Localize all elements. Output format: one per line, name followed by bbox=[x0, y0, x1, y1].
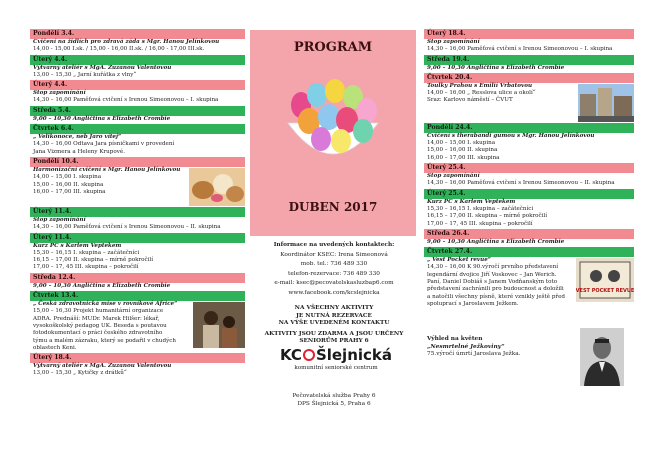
event-block bbox=[424, 55, 634, 72]
event-detail: spoluprací s Jaroslavem Ježkem. bbox=[427, 300, 519, 307]
event-block bbox=[30, 124, 245, 156]
event-detail: 14,00 - 15,00 I.sk. / 15,00 - 16,00 II.sk. / 16,00 - 17,00 III.sk. bbox=[33, 46, 205, 53]
event-detail: 14,30 – 16,00 Paměťová cvičení s Irenou Simeonovou – I. skupina bbox=[427, 46, 613, 53]
organization bbox=[250, 392, 418, 408]
event-detail: 17,00 – 17, 45 III. skupina – pokročilí bbox=[33, 264, 139, 271]
notice-3: NA VÝŠE UVEDENÉM KONTAKTU bbox=[278, 320, 390, 326]
event-date-header: Čtvrtek 20.4. bbox=[424, 73, 634, 83]
free-1: AKTIVITY JSOU ZDARMA A JSOU URČENY bbox=[264, 330, 404, 337]
event-block bbox=[30, 80, 245, 105]
event-detail: 15,30 – 16,15 I. skupina – začátečníci bbox=[33, 249, 140, 256]
event-detail: Jana Vizmera a Heleny Krupové. bbox=[33, 148, 125, 155]
event-detail: Paní, Daniel Dobiáš s Janem Vodňanským toto bbox=[427, 279, 558, 286]
event-detail: 16,15 – 17,00 II. skupina – mírně pokročilí bbox=[427, 213, 547, 220]
event-title: Stop zapomínání bbox=[427, 39, 480, 45]
event-detail: 14,30 – 16,00 K 90.výročí prvního představení bbox=[427, 264, 559, 271]
event-title: 9,00 – 10,30 Angličtina s Elizabeth Crombie bbox=[33, 115, 171, 122]
event-date-header: Pondělí 3.4. bbox=[30, 29, 245, 39]
event-detail: 15,00 – 16,00 II. skupina bbox=[427, 147, 498, 154]
event-title: Cvičení s therabandi gumou s Mgr. Hanou Jelínkovou bbox=[427, 132, 595, 139]
event-date-header: Pondělí 24.4. bbox=[424, 123, 634, 133]
event-date-header: Úterý 25.4. bbox=[424, 163, 634, 173]
event-block bbox=[30, 291, 245, 352]
event-date-header: Úterý 4.4. bbox=[30, 80, 245, 90]
event-detail: 16,00 – 17,00 III. skupina bbox=[427, 154, 500, 161]
org-line-2: DPS Šlejnická 5, Praha 6 bbox=[297, 401, 371, 407]
event-detail: 13,00 – 15,30 „ Jarní kuřátka z vlny“ bbox=[33, 71, 137, 78]
event-title: Harmonizační cvičení s Mgr. Hanou Jelínkovou bbox=[33, 166, 181, 173]
event-detail: 17,00 – 17, 45 III. skupina – pokročilí bbox=[427, 220, 533, 227]
event-detail: 14,30 – 16,00 Paměťová cvičení s Irenou Simeonovou – II. skupina bbox=[33, 224, 221, 231]
event-detail: 14,30 – 16,00 Paměťová cvičení s Irenou Simeonovou – I. skupina bbox=[33, 97, 219, 104]
logo-sub-text: komunitní seniorské centrum bbox=[294, 365, 378, 371]
event-title: „ Velikonoce, neb Jaro vítej“ bbox=[33, 134, 122, 141]
event-block bbox=[424, 29, 634, 54]
event-title: Stop zapomínání bbox=[427, 173, 480, 180]
event-title: Cvičení na židlích pro zdravá záda s Mgr. Hanou Jelínkovou bbox=[33, 39, 220, 45]
web[interactable]: www.facebook.com/kcslejnicka bbox=[288, 289, 380, 296]
event-detail: 16,00 – 17,00 III. skupina bbox=[33, 188, 106, 195]
event-title: Kurz PC s Karlem Veptekem bbox=[33, 242, 122, 249]
exhibit-name: „Nesmrtelné Ježkoviny“ bbox=[427, 343, 505, 350]
event-block bbox=[30, 55, 245, 80]
event-detail: 16,15 – 17,00 II. skupina – mírně pokročilí bbox=[33, 257, 153, 264]
event-detail: legendární dvojice Jiří Voskovec – Jan Werich. bbox=[427, 271, 557, 278]
event-block bbox=[30, 353, 245, 378]
event-detail: vysokoškolský pedagog UK. Beseda s poutavou bbox=[33, 322, 167, 329]
event-detail: týmu a malém zázraku, který se podařil v chudých oblastech Keni. bbox=[33, 337, 176, 351]
event-block bbox=[424, 247, 634, 308]
event-detail: Sraz: Karlovo náměstí – ČVUT bbox=[427, 97, 513, 104]
easter-pastries-image bbox=[189, 168, 245, 206]
event-detail: 14,00 – 16,00 „ Resslova ulice a okolí“ bbox=[427, 90, 536, 97]
event-block bbox=[30, 273, 245, 290]
event-date-header: Úterý 25.4. bbox=[424, 189, 634, 199]
event-detail: představení zachránili pro budoucnost a doložili bbox=[427, 286, 564, 293]
left-column bbox=[30, 28, 245, 378]
event-date-header: Úterý 18.4. bbox=[424, 29, 634, 39]
contact-info bbox=[250, 241, 418, 347]
event-date-header: Úterý 18.4. bbox=[30, 353, 245, 363]
event-block bbox=[30, 233, 245, 272]
logo-circle-icon bbox=[303, 349, 315, 361]
event-date-header: Středa 5.4. bbox=[30, 106, 245, 116]
logo-name-text: Šlejnická bbox=[315, 346, 393, 364]
event-block bbox=[424, 229, 634, 246]
org-line-1: Pečovatelská služba Prahy 6 bbox=[292, 393, 376, 399]
event-title: „ Česká zdravotnická mise v rovníkové Africe“ bbox=[33, 301, 178, 308]
info-title: Informace na uvedených kontaktech: bbox=[273, 242, 395, 248]
easter-eggs-image bbox=[283, 65, 383, 175]
kc-logo bbox=[276, 346, 396, 378]
event-title: Výtvarný ateliér s MgA. Zuzanou Valentovou bbox=[33, 363, 172, 370]
event-title: Stop zapomínání bbox=[33, 90, 86, 97]
event-date-header: Čtvrtek 27.4. bbox=[424, 247, 634, 257]
event-detail: 15,00 – 16,30 Projekt humanitární organizace bbox=[33, 308, 164, 315]
event-block bbox=[424, 163, 634, 188]
event-block bbox=[30, 29, 245, 54]
event-date-header: Středa 19.4. bbox=[424, 55, 634, 65]
event-date-header: Středa 26.4. bbox=[424, 229, 634, 239]
event-detail: fotodokumentací o práci českého zdravotního bbox=[33, 330, 163, 337]
notice-1: NA VŠECHNY AKTIVITY bbox=[294, 305, 374, 311]
event-detail: 14,30 – 16,00 Paměťová cvičení s Irenou Simeonovou – II. skupina bbox=[427, 180, 615, 187]
event-block bbox=[30, 157, 245, 206]
svg-text:VEST POCKET REVUE: VEST POCKET REVUE bbox=[576, 288, 634, 295]
exhibit-title: Výhled na květen bbox=[427, 336, 483, 342]
event-title: „ Vest Pocket revue“ bbox=[427, 257, 491, 264]
event-detail: 14,30 – 16,00 Odtava Jara písničkami v provedení bbox=[33, 141, 175, 148]
coordinator: Koordinátor KSEC: Irena Simeonová bbox=[280, 251, 388, 258]
event-block bbox=[30, 106, 245, 123]
portrait-image bbox=[580, 328, 624, 386]
africa-mission-image bbox=[193, 302, 245, 348]
notice-2: JE NUTNÁ REZERVACE bbox=[296, 312, 372, 319]
prague-street-image bbox=[578, 84, 634, 122]
email[interactable]: e-mail: ksec@pecovatelskasluzbap6.com bbox=[274, 280, 394, 286]
event-detail: ADRA. Prednáší: MUDr. Marek Hilšer: lékař, bbox=[33, 315, 160, 322]
event-title: 9,00 – 10,30 Angličtina s Elizabeth Crombie bbox=[427, 238, 565, 245]
event-block bbox=[30, 207, 245, 232]
event-block bbox=[424, 123, 634, 162]
event-date-header: Úterý 11.4. bbox=[30, 233, 245, 243]
month-title: DUBEN 2017 bbox=[288, 200, 378, 214]
exhibit-line: 75.výročí úmrtí Jaroslava Ježka. bbox=[427, 351, 521, 357]
event-detail: 14,00 – 15,00 I. skupina bbox=[427, 140, 496, 147]
event-title: Toulky Prahou s Emilií Vrbatovou bbox=[427, 82, 533, 89]
right-column bbox=[424, 28, 634, 308]
event-title: 9,00 – 10,30 Angličtina s Elizabeth Crombie bbox=[427, 64, 565, 71]
event-block bbox=[424, 73, 634, 122]
mobile: mob. tel.: 736 489 330 bbox=[300, 261, 368, 267]
event-title: 9,00 – 10,30 Angličtina s Elizabeth Crombie bbox=[33, 282, 171, 289]
event-date-header: Úterý 4.4. bbox=[30, 55, 245, 65]
program-title: PROGRAM bbox=[293, 40, 373, 55]
event-date-header: Úterý 11.4. bbox=[30, 207, 245, 217]
vest-pocket-poster-image bbox=[576, 258, 634, 302]
event-block bbox=[424, 189, 634, 228]
event-date-header: Čtvrtek 6.4. bbox=[30, 124, 245, 134]
event-detail: 15,00 – 16,00 II. skupina bbox=[33, 181, 104, 188]
logo-kc-text: KC bbox=[279, 346, 302, 364]
event-title: Stop zapomínání bbox=[33, 216, 86, 223]
event-detail: 14,00 – 15,00 I. skupina bbox=[33, 174, 102, 181]
event-date-header: Středa 12.4. bbox=[30, 273, 245, 283]
event-detail: 15,30 – 16,15 I. skupina – začátečníci bbox=[427, 205, 534, 212]
event-date-header: Čtvrtek 13.4. bbox=[30, 291, 245, 301]
exhibit-box bbox=[424, 336, 634, 416]
free-2: SENIORŮM PRAHY 6 bbox=[299, 338, 369, 344]
event-date-header: Pondělí 10.4. bbox=[30, 157, 245, 167]
phone: telefon-rezervace: 736 489 330 bbox=[288, 270, 380, 277]
event-title: Výtvarný ateliér s MgA. Zuzanou Valentovou bbox=[33, 64, 172, 71]
event-title: Kurz PC s Karlem Veptekem bbox=[427, 198, 516, 205]
event-detail: 13,00 – 15,30 „ Kytičky z drátků“ bbox=[33, 370, 127, 377]
event-detail: a natočili všechny písně, které vznikly ještě před bbox=[427, 293, 565, 300]
